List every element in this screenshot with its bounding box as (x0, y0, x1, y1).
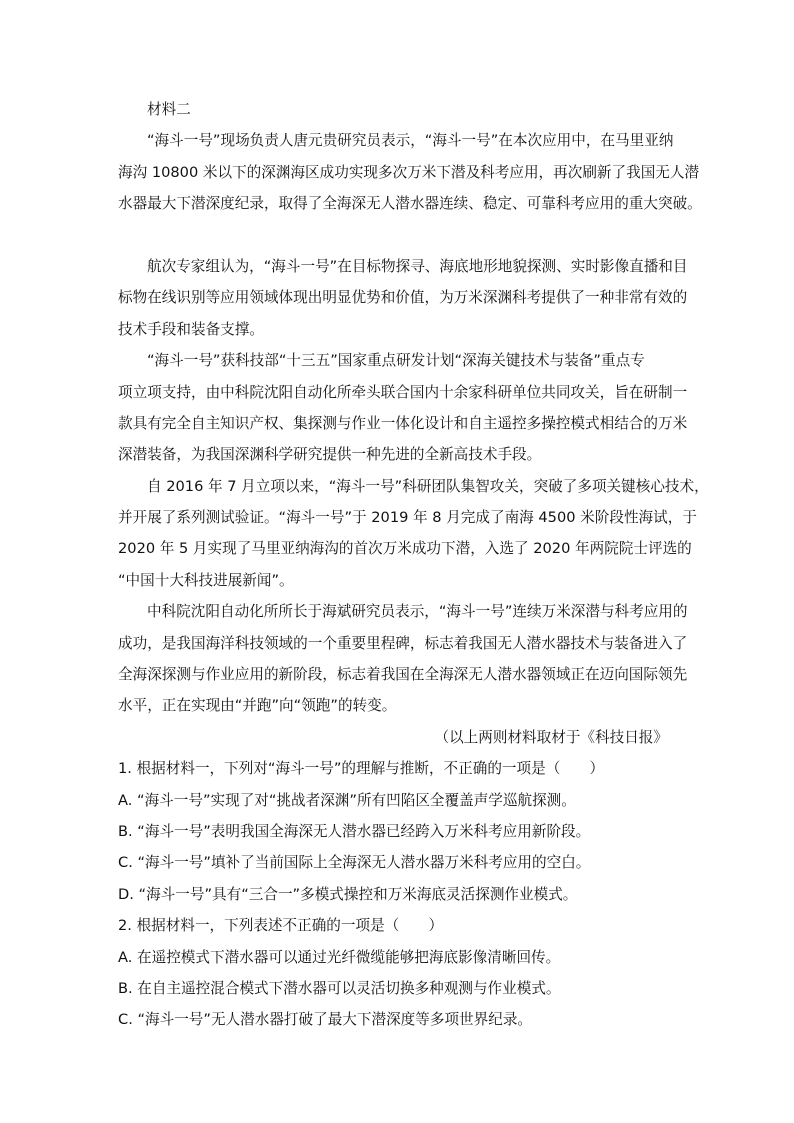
option-a: A. “海斗一号”实现了对“挑战者深渊”所有凹陷区全覆盖声学巡航探测。 (118, 791, 576, 809)
question-stem: 2. 根据材料一，下列表述不正确的一项是（ ） (118, 917, 444, 935)
text-line: 技术手段和装备支撑。 (118, 320, 264, 338)
text-line: 2020 年 5 月实现了马里亚纳海沟的首次万米成功下潜，入选了 2020 年两院院士评选的 (118, 540, 692, 558)
paragraph (118, 125, 702, 219)
question-2 (118, 910, 688, 1036)
paragraph (118, 596, 688, 722)
option-b: B. “海斗一号”表明我国全海深无人潜水器已经跨入万米科考应用新阶段。 (118, 822, 591, 840)
text-line: 款具有完全自主知识产权、集探测与作业一体化设计和自主遥控多操控模式相结合的万米 (118, 414, 688, 432)
material-title: 材料二 (147, 101, 191, 118)
text-line: 项立项支持，由中科院沈阳自动化所牵头联合国内十余家科研单位共同攻关，旨在研制一 (118, 383, 688, 401)
text-line: 海沟 10800 米以下的深渊海区成功实现多次万米下潜及科考应用，再次刷新了我国无人潜 (118, 163, 700, 181)
text-line: 深潜装备，为我国深渊科学研究提供一种先进的全新高技术手段。 (118, 446, 542, 464)
text-line: 水平，正在实现由“并跑”向“领跑”的转变。 (118, 697, 397, 715)
question-stem: 1. 根据材料一，下列对“海斗一号”的理解与推断，不正确的一项是（ ） (118, 760, 605, 778)
text-line: “中国十大科技进展新闻”。 (118, 571, 294, 589)
option-b: B. 在自主遥控混合模式下潜水器可以灵活切换多种观测与作业模式。 (118, 979, 561, 997)
text-line: 标物在线识别等应用领域体现出明显优势和价值，为万米深渊科考提供了一种非常有效的 (118, 289, 688, 307)
option-c: C. “海斗一号”无人潜水器打破了最大下潜深度等多项世界纪录。 (118, 1011, 533, 1029)
text-line: 航次专家组认为，“海斗一号”在目标物探寻、海底地形地貌探测、实时影像直播和目 (147, 257, 688, 275)
text-line: “海斗一号”获科技部“十三五”国家重点研发计划“深海关键技术与装备”重点专 (147, 352, 645, 370)
text-line: 中科院沈阳自动化所所长于海斌研究员表示，“海斗一号”连续万米深潜与科考应用的 (147, 603, 688, 621)
paragraph (118, 471, 709, 597)
option-c: C. “海斗一号”填补了当前国际上全海深无人潜水器万米科考应用的空白。 (118, 854, 591, 872)
question-1 (118, 753, 688, 910)
source-citation: （以上两则材料取材于《科技日报》 (434, 728, 668, 746)
text-line: “海斗一号”现场负责人唐元贵研究员表示，“海斗一号”在本次应用中，在马里亚纳 (147, 132, 674, 150)
option-a: A. 在遥控模式下潜水器可以通过光纤微缆能够把海底影像清晰回传。 (118, 948, 561, 966)
text-line: 成功，是我国海洋科技领域的一个重要里程碑，标志着我国无人潜水器技术与装备进入了 (118, 634, 688, 652)
text-line: 并开展了系列测试验证。“海斗一号”于 2019 年 8 月完成了南海 4500 米阶段性海试，于 (118, 509, 697, 527)
text-line: 全海深探测与作业应用的新阶段，标志着我国在全海深无人潜水器领域正在迈向国际领先 (118, 666, 688, 684)
paragraph (118, 345, 688, 471)
text-line: 水器最大下潜深度纪录，取得了全海深无人潜水器连续、稳定、可靠科考应用的重大突破。 (118, 195, 702, 213)
blank-line (118, 220, 688, 251)
text-line: 自 2016 年 7 月立项以来，“海斗一号”科研团队集智攻关，突破了多项关键核心技术， (147, 477, 709, 495)
option-d: D. “海斗一号”具有“三合一”多模式操控和万米海底灵活探测作业模式。 (118, 885, 578, 903)
paragraph (118, 251, 688, 345)
document-page (118, 94, 709, 1036)
